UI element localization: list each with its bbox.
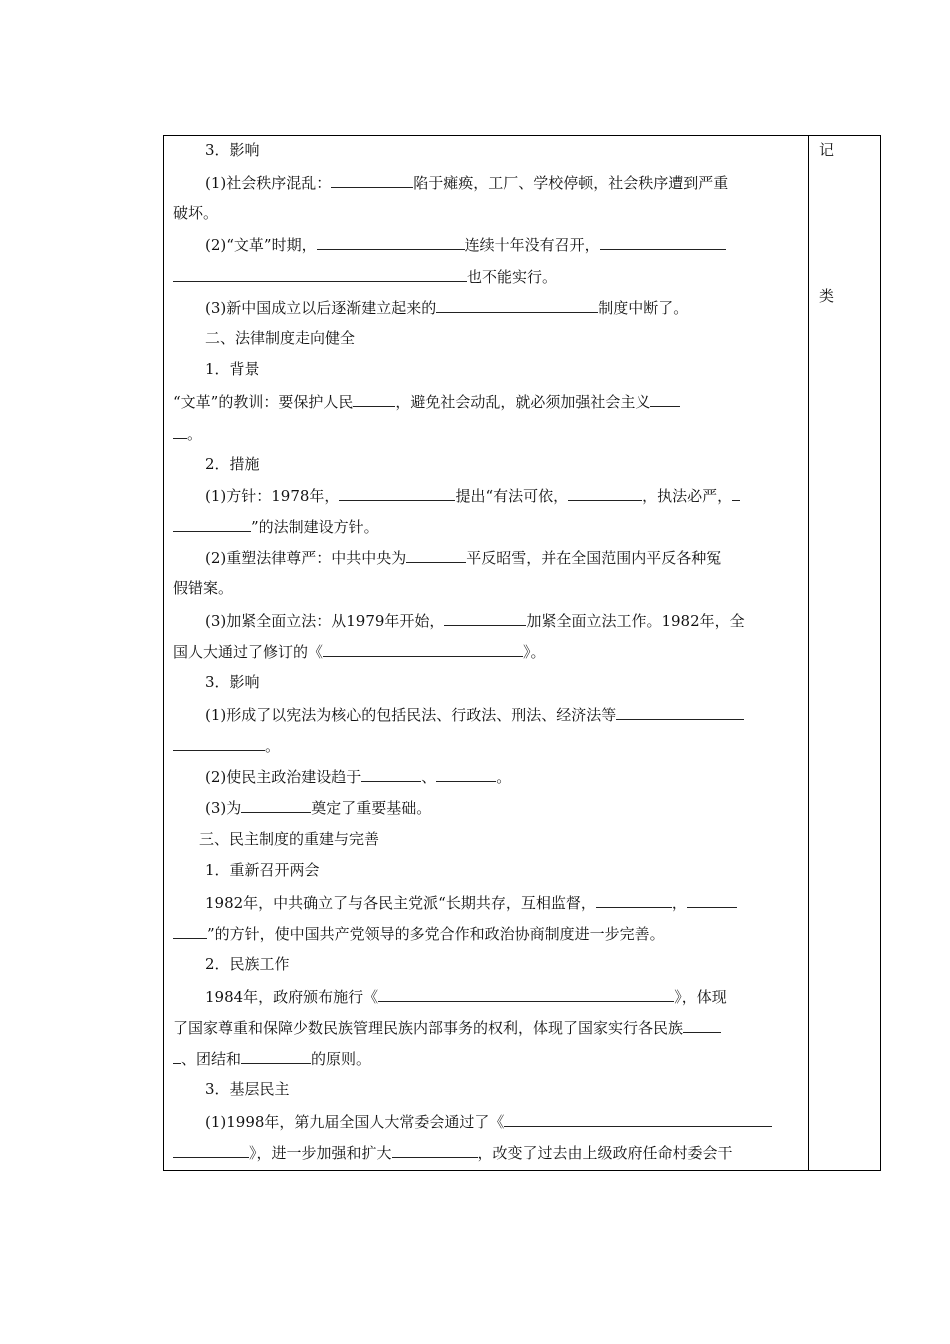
worksheet-line bbox=[173, 423, 202, 444]
line-text: (2)重塑法律尊严：中共中央为 bbox=[205, 549, 407, 567]
line-text: 》。 bbox=[523, 643, 546, 661]
line-text: (2)使民主政治建设趋于 bbox=[205, 768, 362, 786]
line-text: 3．基层民主 bbox=[205, 1080, 290, 1098]
worksheet-line bbox=[173, 266, 557, 287]
line-text: 破坏。 bbox=[173, 204, 219, 222]
fill-in-blank[interactable] bbox=[406, 547, 466, 563]
fill-in-blank[interactable] bbox=[436, 766, 496, 782]
line-text: 1982年，中共确立了与各民主党派“长期共存，互相监督， bbox=[205, 894, 596, 912]
line-text: 陷于瘫痪，工厂、学校停顿，社会秩序遭到严重 bbox=[413, 174, 729, 192]
fill-in-blank[interactable] bbox=[596, 892, 672, 908]
fill-in-blank[interactable] bbox=[323, 641, 523, 657]
line-text: (1)社会秩序混乱： bbox=[205, 174, 332, 192]
line-text: ，避免社会动乱，就必须加强社会主义 bbox=[395, 393, 651, 411]
line-text: (1)方针：1978年， bbox=[205, 487, 340, 505]
worksheet-line bbox=[173, 923, 665, 944]
line-text: 提出“有法可依， bbox=[455, 487, 569, 505]
fill-in-blank[interactable] bbox=[173, 1048, 181, 1064]
line-text: 1．背景 bbox=[205, 360, 260, 378]
worksheet-line bbox=[205, 892, 737, 913]
line-text: 3．影响 bbox=[205, 141, 260, 159]
worksheet-line bbox=[205, 140, 260, 160]
fill-in-blank[interactable] bbox=[241, 1048, 311, 1064]
fill-in-blank[interactable] bbox=[173, 1142, 249, 1158]
worksheet-line bbox=[205, 1079, 290, 1099]
line-text: (3)新中国成立以后逐渐建立起来的 bbox=[205, 299, 437, 317]
fill-in-blank[interactable] bbox=[687, 892, 737, 908]
fill-in-blank[interactable] bbox=[173, 923, 207, 939]
fill-in-blank[interactable] bbox=[173, 516, 251, 532]
line-text: “文革”的教训：要保护人民 bbox=[173, 393, 354, 411]
fill-in-blank[interactable] bbox=[353, 391, 395, 407]
line-text: 国人大通过了修订的《 bbox=[173, 643, 324, 661]
worksheet-table bbox=[163, 135, 881, 1171]
worksheet-line bbox=[205, 297, 688, 318]
worksheet-line bbox=[205, 954, 290, 974]
line-text: ， bbox=[671, 894, 687, 912]
line-text: 3．影响 bbox=[205, 673, 260, 691]
fill-in-blank[interactable] bbox=[339, 485, 455, 501]
worksheet-line bbox=[173, 1142, 733, 1163]
fill-in-blank[interactable] bbox=[317, 234, 465, 250]
line-text: ”的法制建设方针。 bbox=[251, 518, 379, 536]
worksheet-line bbox=[205, 704, 744, 725]
line-text: 、团结和 bbox=[181, 1050, 242, 1068]
worksheet-line bbox=[173, 1017, 721, 1038]
line-text: 。 bbox=[187, 425, 203, 443]
fill-in-blank[interactable] bbox=[568, 485, 642, 501]
worksheet-line bbox=[173, 1048, 371, 1069]
worksheet-line bbox=[173, 516, 379, 537]
line-text: 奠定了重要基础。 bbox=[311, 799, 432, 817]
worksheet-line bbox=[205, 328, 355, 348]
line-text: 》，进一步加强和扩大 bbox=[249, 1144, 392, 1162]
fill-in-blank[interactable] bbox=[732, 485, 740, 501]
fill-in-blank[interactable] bbox=[173, 423, 187, 439]
worksheet-line bbox=[173, 735, 280, 756]
worksheet-line bbox=[205, 234, 726, 255]
fill-in-blank[interactable] bbox=[650, 391, 680, 407]
fill-in-blank[interactable] bbox=[378, 986, 674, 1002]
line-text: 、 bbox=[421, 768, 437, 786]
worksheet-line bbox=[205, 797, 431, 818]
worksheet-line bbox=[205, 359, 260, 379]
fill-in-blank[interactable] bbox=[173, 735, 265, 751]
line-text: (1)形成了以宪法为核心的包括民法、行政法、刑法、经济法等 bbox=[205, 706, 617, 724]
worksheet-line bbox=[205, 610, 745, 631]
line-text: 》，体现 bbox=[674, 988, 727, 1006]
line-text: 三、民主制度的重建与完善 bbox=[199, 830, 380, 848]
line-text: ，执法必严， bbox=[642, 487, 733, 505]
line-text: 1．重新召开两会 bbox=[205, 861, 320, 879]
line-text: (2)“文革”时期， bbox=[205, 236, 317, 254]
worksheet-line bbox=[205, 454, 260, 474]
fill-in-blank[interactable] bbox=[331, 172, 413, 188]
side-label-ji: 记 bbox=[819, 141, 835, 159]
line-text: 制度中断了。 bbox=[598, 299, 689, 317]
side-label-lei: 类 bbox=[819, 287, 835, 305]
line-text: 的原则。 bbox=[311, 1050, 372, 1068]
worksheet-line bbox=[205, 1111, 772, 1132]
fill-in-blank[interactable] bbox=[683, 1017, 721, 1033]
line-text: 。 bbox=[496, 768, 512, 786]
line-text: 也不能实行。 bbox=[467, 268, 558, 286]
worksheet-line bbox=[173, 391, 680, 412]
fill-in-blank[interactable] bbox=[392, 1142, 478, 1158]
line-text: 2．措施 bbox=[205, 455, 260, 473]
fill-in-blank[interactable] bbox=[361, 766, 421, 782]
line-text: 了国家尊重和保障少数民族管理民族内部事务的权利，体现了国家实行各民族 bbox=[173, 1019, 684, 1037]
worksheet-line bbox=[173, 203, 218, 223]
line-text: (3)为 bbox=[205, 799, 242, 817]
worksheet-line bbox=[205, 986, 727, 1007]
line-text: 假错案。 bbox=[173, 579, 234, 597]
worksheet-line bbox=[205, 860, 320, 880]
worksheet-line bbox=[205, 766, 511, 787]
line-text: (3)加紧全面立法：从1979年开始， bbox=[205, 612, 445, 630]
worksheet-line bbox=[205, 172, 728, 193]
worksheet-line bbox=[205, 547, 721, 568]
column-divider bbox=[808, 136, 809, 1170]
line-text: ”的方针，使中国共产党领导的多党合作和政治协商制度进一步完善。 bbox=[207, 925, 665, 943]
line-text: 连续十年没有召开， bbox=[464, 236, 600, 254]
line-text: 1984年，政府颁布施行《 bbox=[205, 988, 379, 1006]
worksheet-line bbox=[199, 829, 379, 849]
fill-in-blank[interactable] bbox=[504, 1111, 772, 1127]
fill-in-blank[interactable] bbox=[616, 704, 744, 720]
worksheet-line bbox=[173, 641, 546, 662]
fill-in-blank[interactable] bbox=[241, 797, 311, 813]
fill-in-blank[interactable] bbox=[600, 234, 726, 250]
line-text: 平反昭雪，并在全国范围内平反各种冤 bbox=[466, 549, 722, 567]
line-text: 加紧全面立法工作。1982年，全 bbox=[526, 612, 745, 630]
worksheet-line bbox=[205, 485, 740, 506]
worksheet-line bbox=[205, 672, 260, 692]
line-text: ，改变了过去由上级政府任命村委会干 bbox=[477, 1144, 733, 1162]
line-text: 2．民族工作 bbox=[205, 955, 290, 973]
fill-in-blank[interactable] bbox=[173, 266, 467, 282]
line-text: 二、法律制度走向健全 bbox=[205, 329, 356, 347]
worksheet-line bbox=[173, 578, 233, 598]
fill-in-blank[interactable] bbox=[436, 297, 598, 313]
line-text: (1)1998年，第九届全国人大常委会通过了《 bbox=[205, 1113, 505, 1131]
line-text: 。 bbox=[265, 737, 281, 755]
fill-in-blank[interactable] bbox=[444, 610, 526, 626]
